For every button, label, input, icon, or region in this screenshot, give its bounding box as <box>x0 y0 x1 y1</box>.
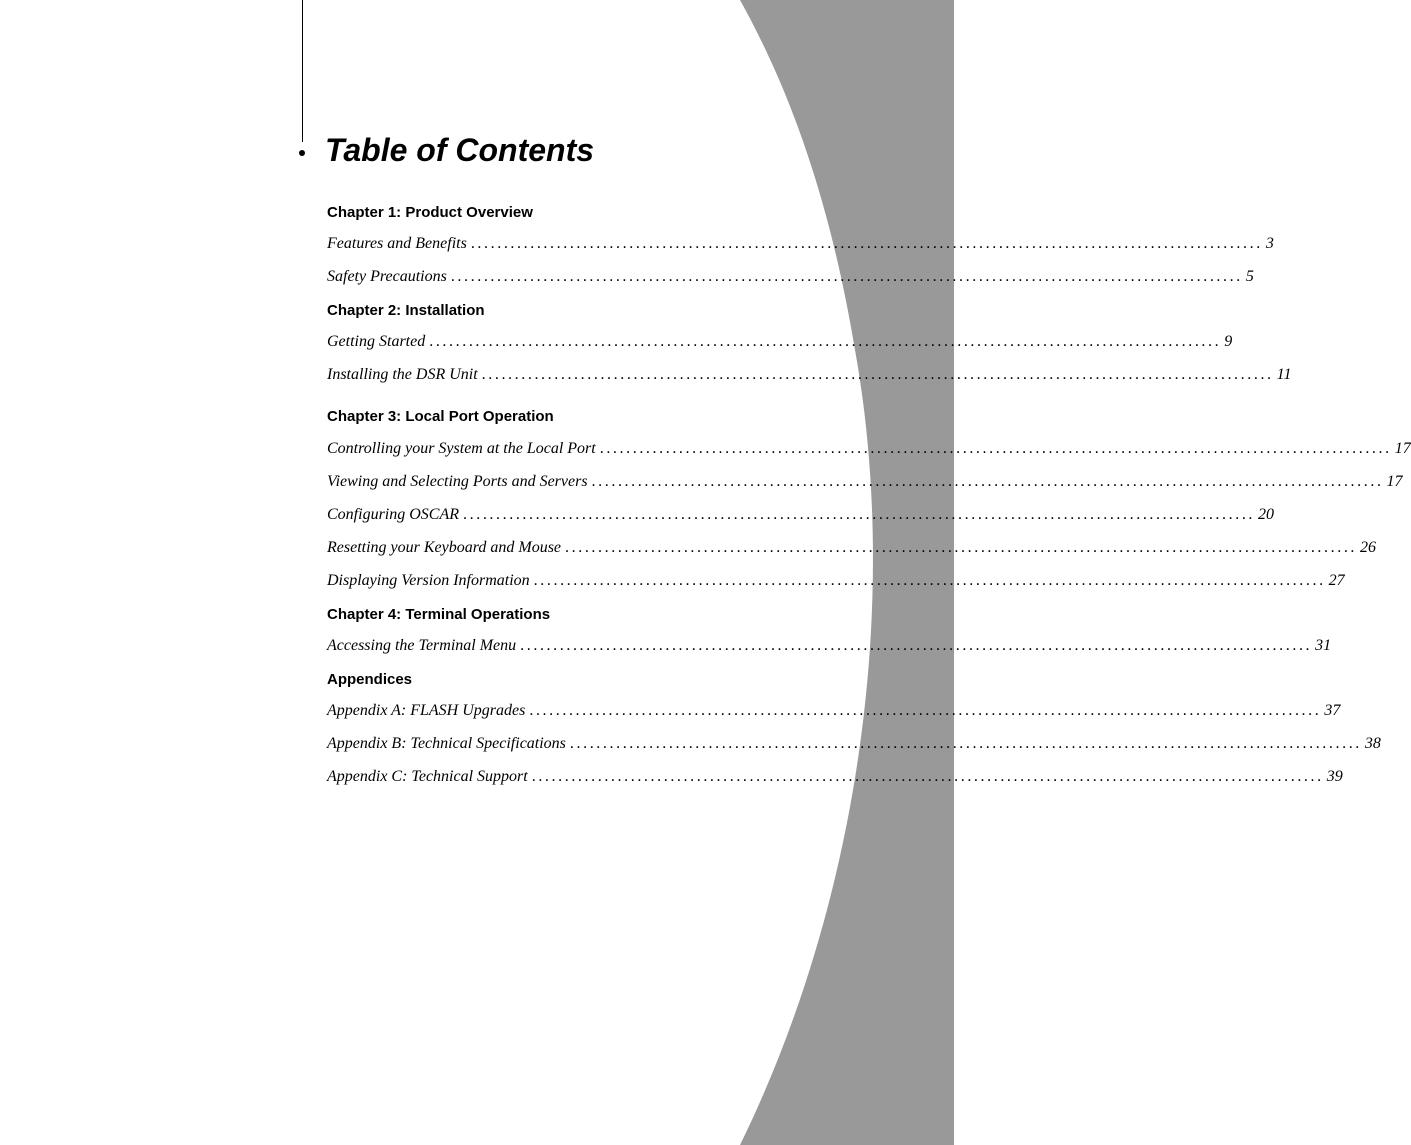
dot-leader: ........................................................................................................................ <box>463 506 1256 523</box>
entry-label: Features and Benefits <box>327 235 467 252</box>
entry-label: Appendix C: Technical Support <box>327 768 528 785</box>
entry-page: 39 <box>1326 768 1343 785</box>
dot-leader: ........................................................................................................................ <box>429 333 1222 350</box>
chapter-heading: Appendices <box>327 671 413 688</box>
toc-entry[interactable] <box>327 768 1343 786</box>
bullet-marker <box>299 150 305 156</box>
entry-page: 20 <box>1258 506 1275 523</box>
entry-page: 37 <box>1324 702 1341 719</box>
margin-rule <box>302 0 303 142</box>
entry-page: 26 <box>1360 539 1377 556</box>
dot-leader: ........................................................................................................................ <box>529 702 1322 719</box>
entry-page: 11 <box>1276 366 1292 383</box>
entry-page: 9 <box>1224 333 1233 350</box>
entry-label: Displaying Version Information <box>327 572 530 589</box>
dot-leader: ........................................................................................................................ <box>531 768 1324 785</box>
toc-entry[interactable] <box>327 702 1341 720</box>
entry-label: Viewing and Selecting Ports and Servers <box>327 473 588 490</box>
toc-entry[interactable] <box>327 440 1411 458</box>
dot-leader: ........................................................................................................................ <box>591 473 1384 490</box>
toc-entry[interactable] <box>327 366 1292 384</box>
entry-label: Resetting your Keyboard and Mouse <box>327 539 562 556</box>
chapter-heading: Chapter 3: Local Port Operation <box>327 408 554 425</box>
toc-entry[interactable] <box>327 539 1377 557</box>
entry-label: Controlling your System at the Local Port <box>327 440 596 457</box>
toc-entry[interactable] <box>327 235 1274 253</box>
dot-leader: ........................................................................................................................ <box>569 735 1362 752</box>
chapter-heading: Chapter 4: Terminal Operations <box>327 606 551 623</box>
entry-label: Appendix B: Technical Specifications <box>327 735 566 752</box>
entry-label: Getting Started <box>327 333 426 350</box>
page-title: Table of Contents <box>325 132 595 168</box>
entry-label: Safety Precautions <box>327 268 447 285</box>
toc-entry[interactable] <box>327 333 1233 351</box>
dot-leader: ........................................................................................................................ <box>533 572 1326 589</box>
entry-page: 31 <box>1315 637 1332 654</box>
dot-leader: ........................................................................................................................ <box>565 539 1358 556</box>
chapter-heading: Chapter 2: Installation <box>327 302 485 319</box>
toc-entry[interactable] <box>327 506 1275 524</box>
entry-label: Configuring OSCAR <box>327 506 460 523</box>
dot-leader: ........................................................................................................................ <box>520 637 1313 654</box>
entry-page: 17 <box>1386 473 1403 490</box>
dot-leader: ........................................................................................................................ <box>450 268 1243 285</box>
entry-label: Installing the DSR Unit <box>327 366 478 383</box>
toc-entry[interactable] <box>327 473 1403 491</box>
entry-page: 38 <box>1364 735 1381 752</box>
entry-page: 17 <box>1394 440 1411 457</box>
entry-label: Accessing the Terminal Menu <box>327 637 517 654</box>
dot-leader: ........................................................................................................................ <box>599 440 1392 457</box>
chapter-heading: Chapter 1: Product Overview <box>327 204 533 221</box>
entry-page: 5 <box>1245 268 1254 285</box>
dot-leader: ........................................................................................................................ <box>470 235 1263 252</box>
toc-entry[interactable] <box>327 268 1254 286</box>
entry-page: 3 <box>1265 235 1274 252</box>
dot-leader: ........................................................................................................................ <box>481 366 1274 383</box>
toc-entry[interactable] <box>327 735 1381 753</box>
toc-entry[interactable] <box>327 637 1332 655</box>
entry-label: Appendix A: FLASH Upgrades <box>327 702 526 719</box>
entry-page: 27 <box>1328 572 1345 589</box>
toc-entry[interactable] <box>327 572 1345 590</box>
